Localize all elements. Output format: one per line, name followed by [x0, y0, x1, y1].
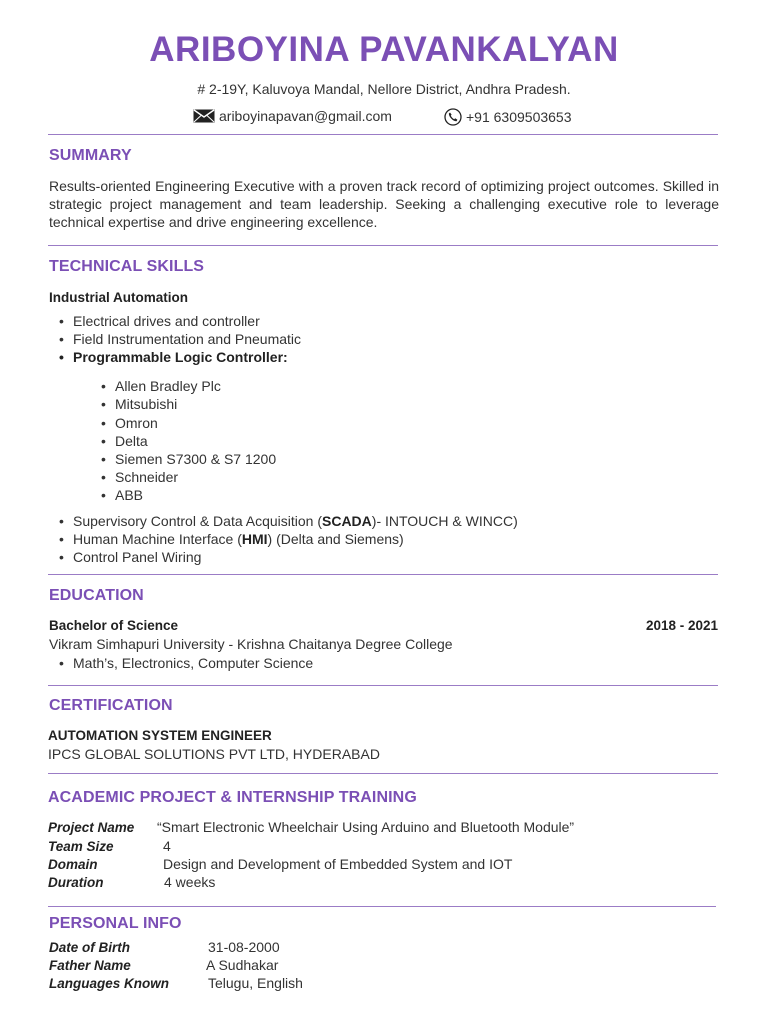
personal-label: Father Name — [49, 958, 131, 973]
list-item: • Delta — [115, 433, 148, 449]
email-contact[interactable] — [193, 108, 392, 124]
email-text[interactable]: ariboyinapavan@gmail.com — [219, 108, 392, 124]
project-label: Domain — [48, 857, 98, 872]
summary-heading: SUMMARY — [49, 147, 132, 164]
skills-heading: TECHNICAL SKILLS — [49, 258, 205, 275]
list-item: • Math’s, Electronics, Computer Science — [73, 655, 313, 671]
degree: Bachelor of Science — [49, 618, 179, 633]
scada-bold: SCADA — [322, 513, 372, 529]
project-label: Project Name — [48, 820, 135, 835]
scada-pre: Supervisory Control & Data Acquisition ( — [73, 513, 322, 529]
project-value: Design and Development of Embedded System and IOT — [163, 856, 513, 872]
phone-icon — [444, 108, 462, 126]
list-item: • ABB — [115, 487, 143, 503]
list-item: • Schneider — [115, 469, 178, 485]
phone-text[interactable]: +91 6309503653 — [466, 109, 572, 125]
list-item: • Control Panel Wiring — [73, 549, 201, 565]
plc-label: • Programmable Logic Controller: — [73, 349, 288, 365]
personal-label: Languages Known — [49, 976, 170, 991]
hmi-post: ) (Delta and Siemens) — [267, 531, 404, 547]
institution: Vikram Simhapuri University - Krishna Chaitanya Degree College — [49, 636, 453, 652]
education-heading: EDUCATION — [49, 587, 144, 604]
education-years: 2018 - 2021 — [645, 618, 718, 633]
list-item: • Allen Bradley Plc — [115, 378, 221, 394]
certification-title: AUTOMATION SYSTEM ENGINEER — [48, 728, 272, 743]
list-item: • Field Instrumentation and Pneumatic — [73, 331, 301, 347]
certification-org: IPCS GLOBAL SOLUTIONS PVT LTD, HYDERABAD — [48, 746, 380, 762]
list-item: • Omron — [115, 415, 158, 431]
divider — [48, 245, 718, 246]
phone-contact[interactable] — [444, 108, 572, 126]
personal-value: 31-08-2000 — [208, 939, 280, 955]
personal-value: Telugu, English — [208, 975, 303, 991]
divider — [48, 685, 718, 686]
project-value: “Smart Electronic Wheelchair Using Arduino and Bluetooth Module” — [157, 819, 575, 835]
list-item: • Electrical drives and controller — [73, 313, 260, 329]
divider — [48, 773, 718, 774]
project-value: 4 weeks — [164, 874, 216, 890]
divider — [48, 574, 718, 575]
skills-subheading: Industrial Automation — [49, 290, 188, 305]
project-value: 4 — [163, 838, 171, 854]
divider — [48, 134, 718, 135]
project-label: Team Size — [48, 839, 114, 854]
personal-label: Date of Birth — [49, 940, 130, 955]
scada-post: )- INTOUCH & WINCC) — [371, 513, 518, 529]
address: # 2-19Y, Kaluvoya Mandal, Nellore District, Andhra Pradesh. — [197, 81, 571, 97]
summary-text: Results-oriented Engineering Executive with a proven track record of optimizing project outcomes. Skilled in strategic project management and team leadership. Seeking a challenging executive role to leverage technical expertise and drive engineering excellence. — [49, 178, 719, 230]
list-item-hmi — [73, 531, 404, 547]
candidate-name: ARIBOYINA PAVANKALYAN — [149, 30, 619, 69]
personal-heading: PERSONAL INFO — [49, 915, 182, 932]
divider — [48, 906, 716, 907]
envelope-icon — [193, 109, 215, 123]
list-item-scada — [73, 513, 518, 529]
personal-value: A Sudhakar — [206, 957, 279, 973]
list-item: • Siemen S7300 & S7 1200 — [115, 451, 276, 467]
project-heading: ACADEMIC PROJECT & INTERNSHIP TRAINING — [48, 789, 417, 806]
certification-heading: CERTIFICATION — [49, 697, 173, 714]
list-item: • Mitsubishi — [115, 396, 177, 412]
project-label: Duration — [48, 875, 104, 890]
hmi-pre: Human Machine Interface ( — [73, 531, 242, 547]
hmi-bold: HMI — [241, 531, 268, 547]
